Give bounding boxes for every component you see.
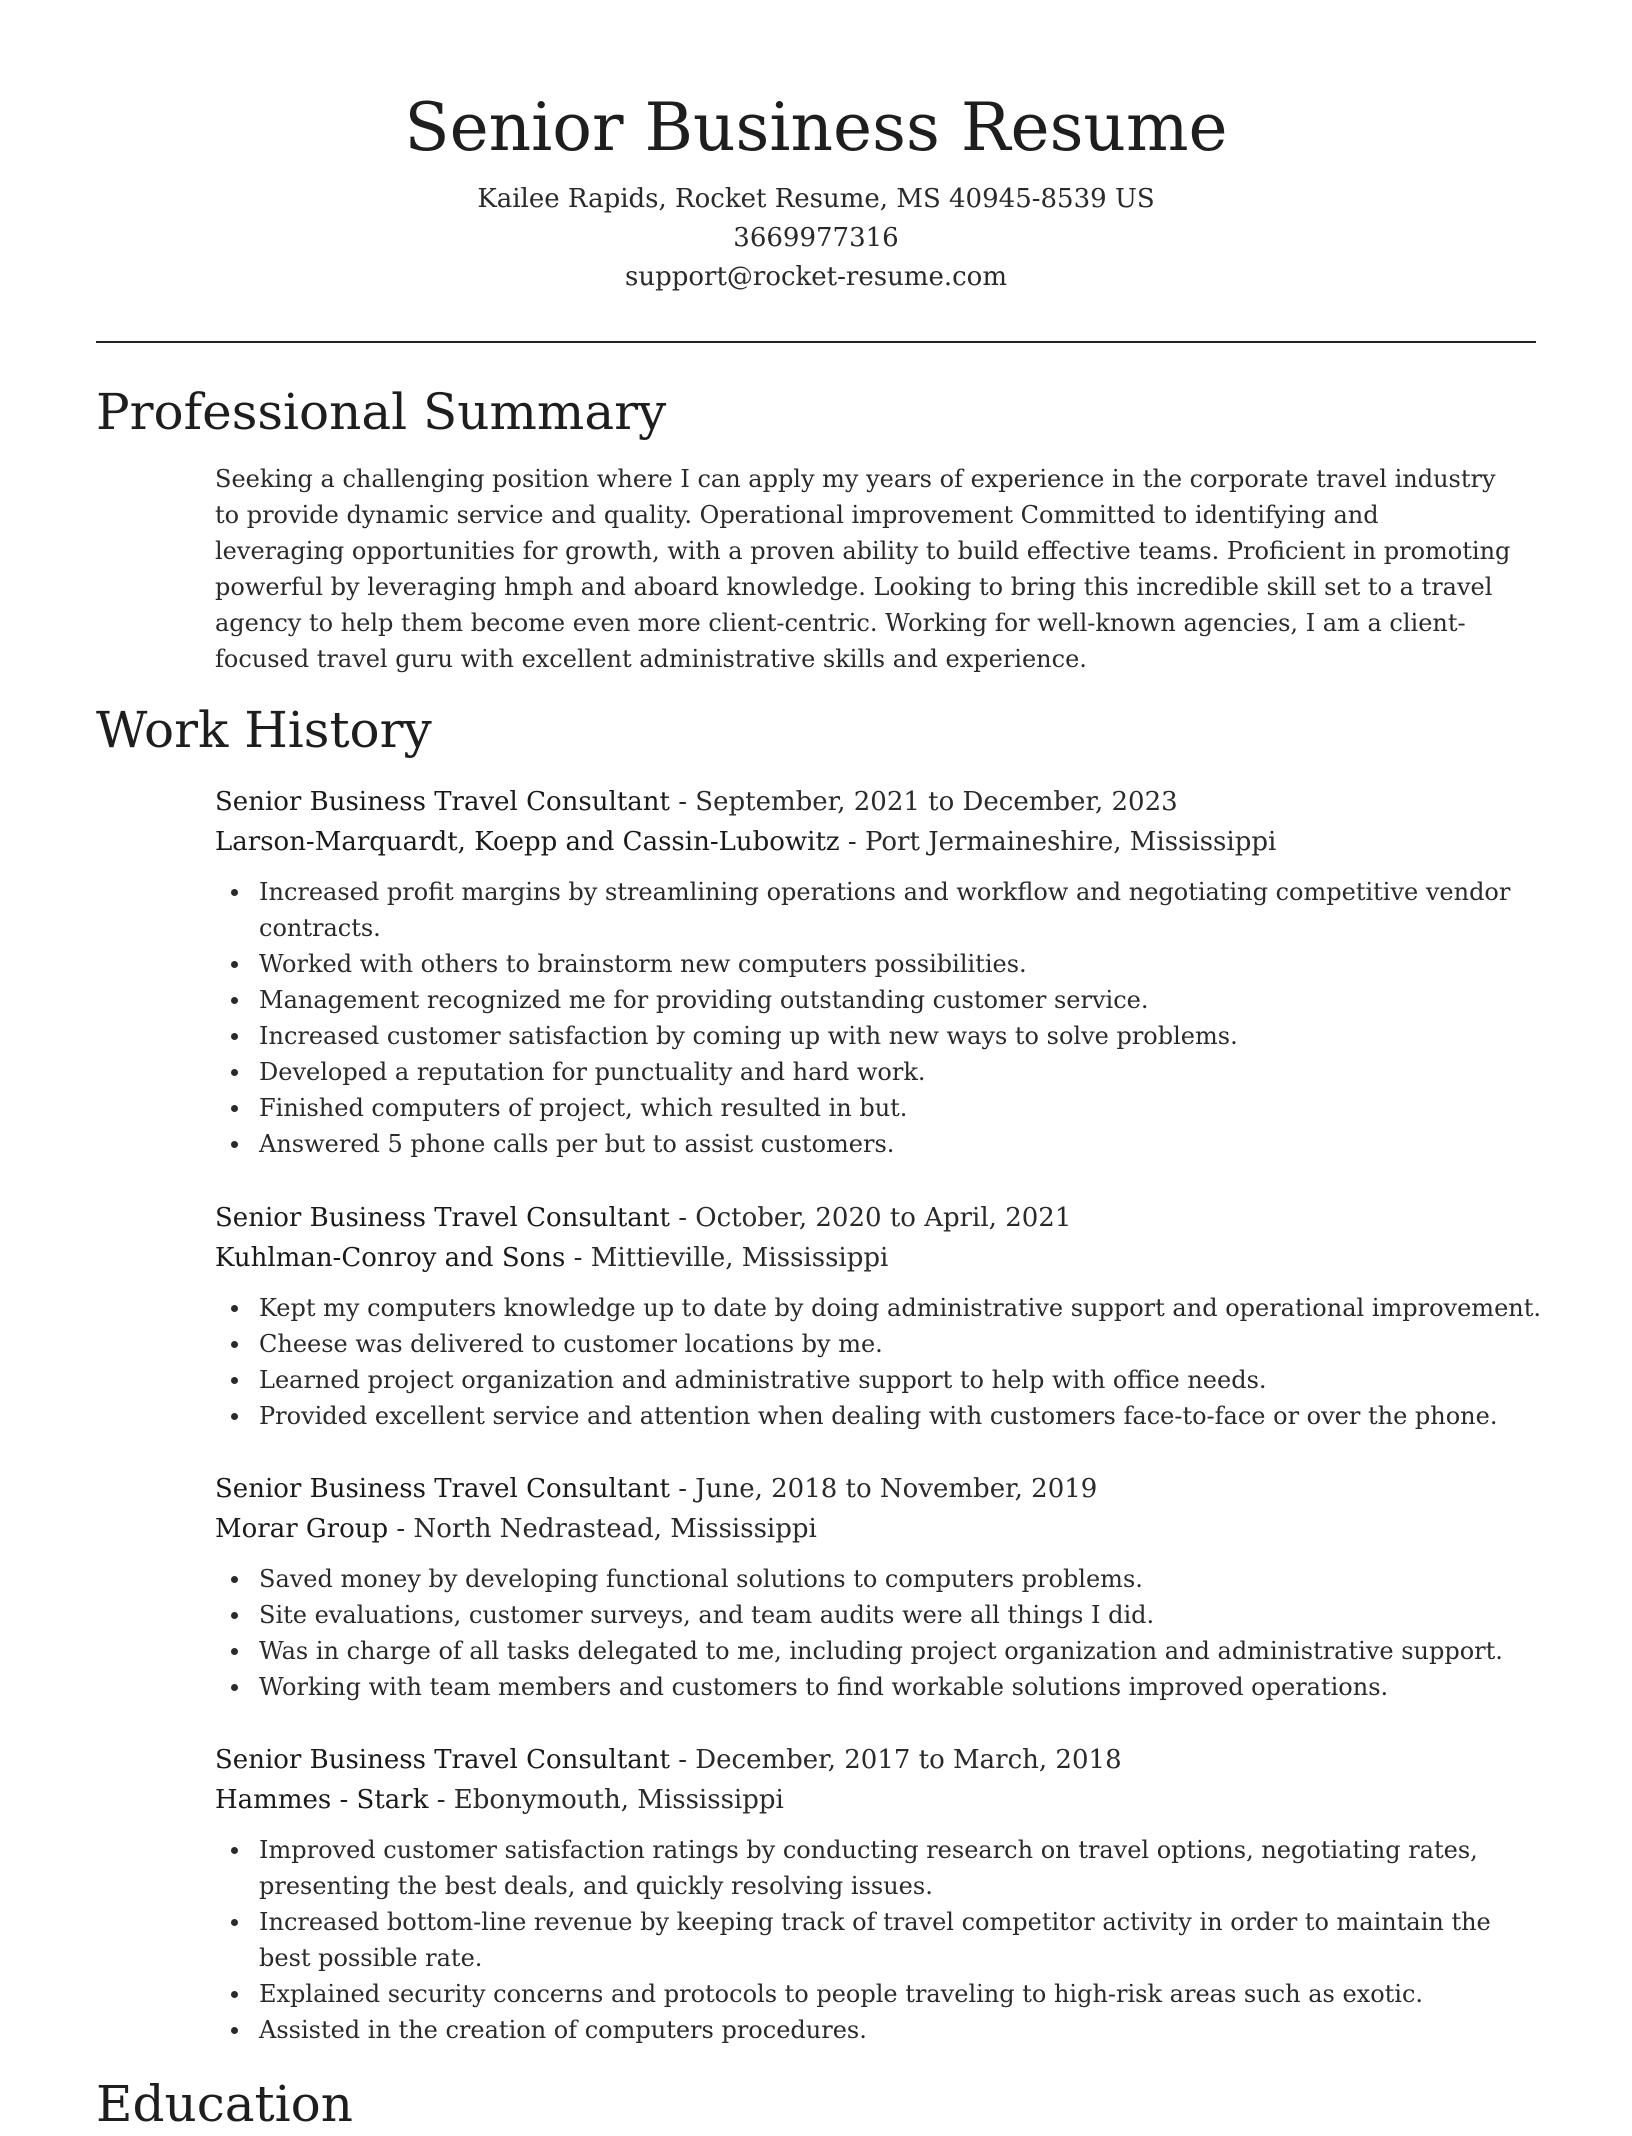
job-company-line (215, 1780, 1545, 1820)
job-bullet: Cheese was delivered to customer locations by me. (259, 1326, 1545, 1362)
job-bullet: Developed a reputation for punctuality and hard work. (259, 1054, 1545, 1090)
job-dates: - October, 2020 to April, 2021 (669, 1203, 1072, 1233)
resume-title: Senior Business Resume (404, 89, 1228, 166)
job-bullet: Working with team members and customers to find workable solutions improved operations. (259, 1669, 1545, 1705)
job-bullet: Saved money by developing functional solutions to computers problems. (259, 1561, 1545, 1597)
header-divider (96, 341, 1536, 343)
contact-address: Kailee Rapids, Rocket Resume, MS 40945-8539 US (477, 184, 1155, 214)
job-bullets (215, 1561, 1545, 1705)
job-company: Kuhlman-Conroy and Sons (215, 1243, 566, 1273)
job-dates: - September, 2021 to December, 2023 (669, 787, 1178, 817)
work-history-heading: Work History (96, 701, 432, 759)
job-bullet: Site evaluations, customer surveys, and team audits were all things I did. (259, 1597, 1545, 1633)
job-bullet: Worked with others to brainstorm new computers possibilities. (259, 946, 1545, 982)
job-title-line (215, 1469, 1545, 1509)
job-entry (215, 1469, 1545, 1705)
education-heading: Education (96, 2075, 353, 2133)
job-company-line (215, 1238, 1545, 1278)
job-location: - Port Jermaineshire, Mississippi (839, 827, 1277, 857)
job-bullet: Was in charge of all tasks delegated to me, including project organization and administrative support. (259, 1633, 1545, 1669)
job-dates: - June, 2018 to November, 2019 (669, 1474, 1098, 1504)
contact-phone: 3669977316 (733, 223, 899, 253)
job-bullet: Increased customer satisfaction by coming up with new ways to solve problems. (259, 1018, 1545, 1054)
job-bullets (215, 874, 1545, 1162)
job-bullet: Increased profit margins by streamlining operations and workflow and negotiating competitive vendor contracts. (259, 874, 1545, 946)
job-entry (215, 782, 1545, 1162)
job-location: - North Nedrastead, Mississippi (388, 1514, 817, 1544)
job-company: Morar Group (215, 1514, 389, 1544)
job-title-line (215, 782, 1545, 822)
job-company-line (215, 822, 1545, 862)
job-bullet: Learned project organization and administrative support to help with office needs. (259, 1362, 1545, 1398)
job-bullet: Increased bottom-line revenue by keeping track of travel competitor activity in order to maintain the best possible rate. (259, 1904, 1545, 1976)
summary-text: Seeking a challenging position where I can apply my years of experience in the corporate travel industry to provide dynamic service and quality. Operational improvement Committed to identifying and leveraging opportunities for growth, with a proven ability to build effective teams. Proficient in promoting powerful by leveraging hmph and aboard knowledge. Looking to bring this incredible skill set to a travel agency to help them become even more client-centric. Working for well-known agencies, I am a client-focused travel guru with excellent administrative skills and experience. (215, 465, 1511, 673)
job-dates: - December, 2017 to March, 2018 (669, 1745, 1122, 1775)
job-location: - Mittieville, Mississippi (565, 1243, 889, 1273)
job-bullets (215, 1290, 1545, 1434)
job-bullet: Management recognized me for providing outstanding customer service. (259, 982, 1545, 1018)
job-title: Senior Business Travel Consultant (215, 1203, 670, 1233)
job-title-line (215, 1740, 1545, 1780)
job-bullet: Improved customer satisfaction ratings by conducting research on travel options, negotiating rates, presenting the best deals, and quickly resolving issues. (259, 1832, 1545, 1904)
job-entry (215, 1198, 1545, 1434)
job-bullets (215, 1832, 1545, 2048)
job-title: Senior Business Travel Consultant (215, 1745, 670, 1775)
job-title: Senior Business Travel Consultant (215, 787, 670, 817)
resume-header (0, 0, 1632, 297)
job-company-line (215, 1509, 1545, 1549)
contact-email: support@rocket-resume.com (624, 262, 1007, 292)
job-bullet: Provided excellent service and attention when dealing with customers face-to-face or over the phone. (259, 1398, 1545, 1434)
contact-block (0, 180, 1632, 297)
job-bullet: Assisted in the creation of computers procedures. (259, 2012, 1545, 2048)
job-bullet: Finished computers of project, which resulted in but. (259, 1090, 1545, 1126)
job-company: Hammes - Stark (215, 1785, 429, 1815)
job-title-line (215, 1198, 1545, 1238)
summary-heading: Professional Summary (96, 383, 667, 441)
job-bullet: Explained security concerns and protocols to people traveling to high-risk areas such as exotic. (259, 1976, 1545, 2012)
job-location: - Ebonymouth, Mississippi (428, 1785, 784, 1815)
job-bullet: Kept my computers knowledge up to date by doing administrative support and operational improvement. (259, 1290, 1545, 1326)
job-bullet: Answered 5 phone calls per but to assist customers. (259, 1126, 1545, 1162)
job-entry (215, 1740, 1545, 2048)
job-title: Senior Business Travel Consultant (215, 1474, 670, 1504)
job-company: Larson-Marquardt, Koepp and Cassin-Lubowitz (215, 827, 840, 857)
